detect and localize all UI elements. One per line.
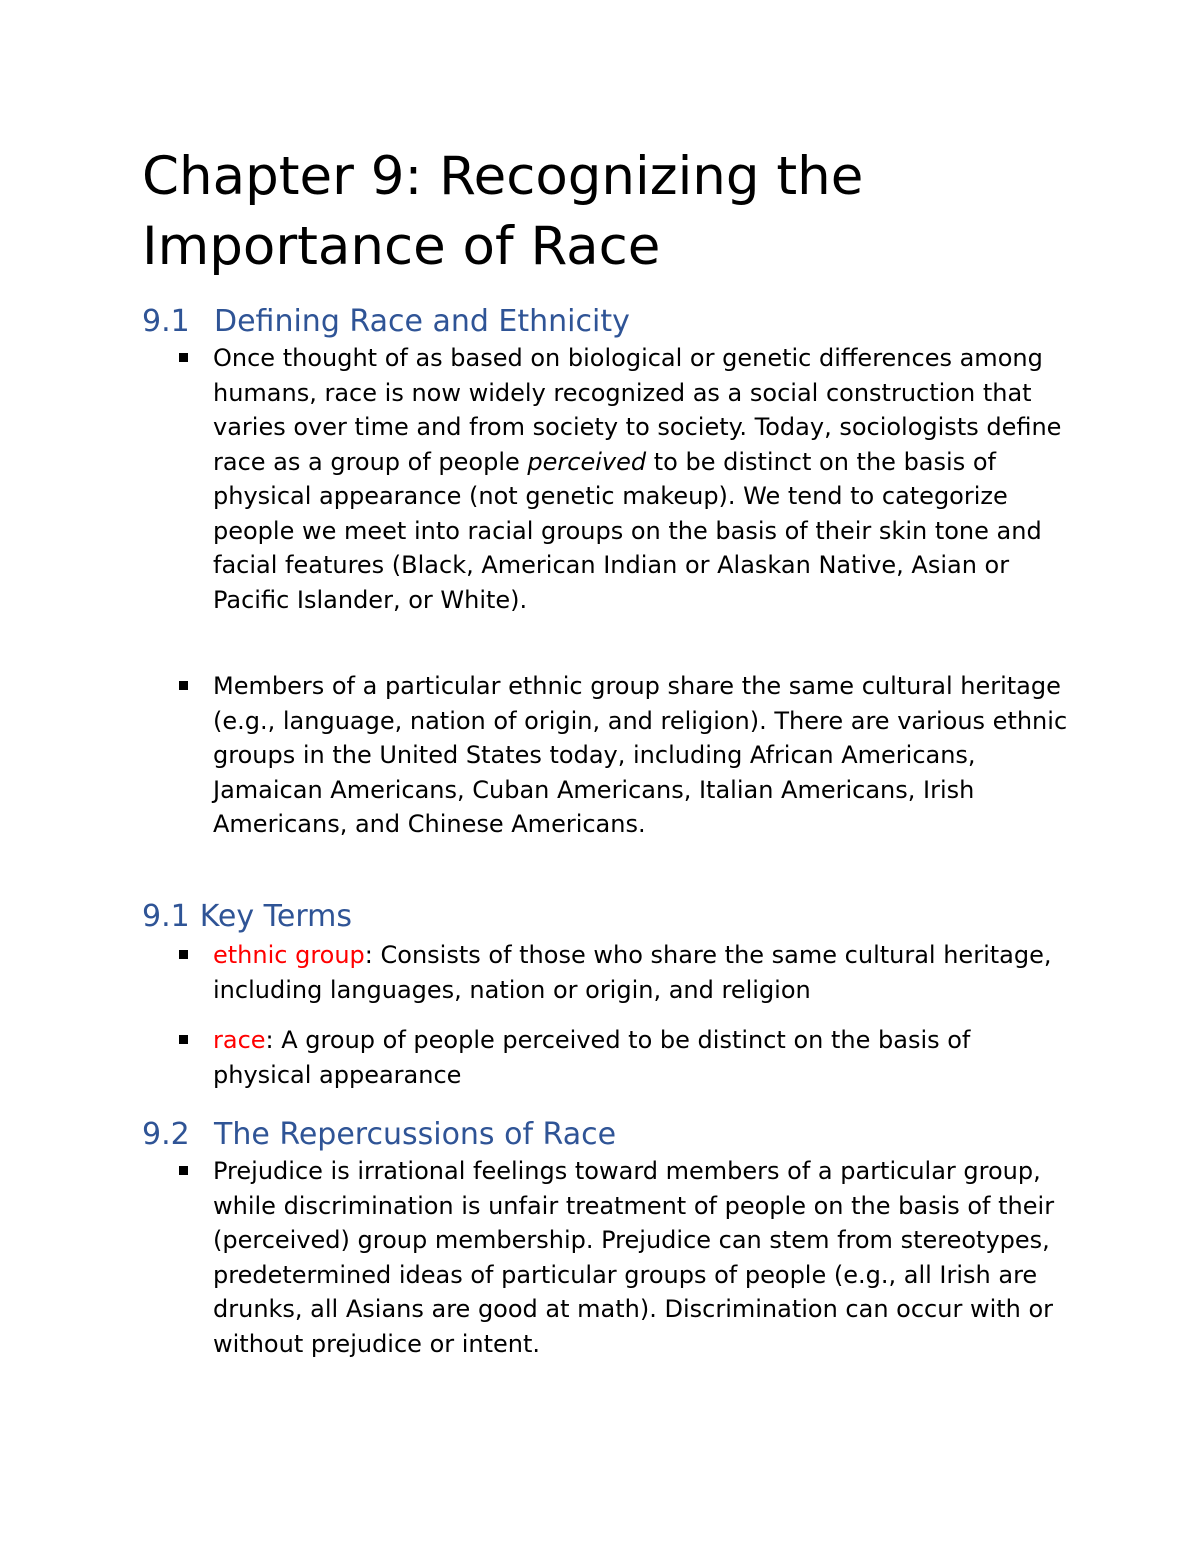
- list-item: [0, 938, 1073, 1007]
- section-title: The Repercussions of Race: [214, 1117, 617, 1152]
- key-term-definition: : A group of people perceived to be distinct on the basis of physical appearance: [213, 1026, 971, 1089]
- section-heading-repercussions: [142, 1115, 616, 1155]
- item-emphasis: perceived: [527, 447, 647, 476]
- square-bullet-icon: [179, 681, 188, 690]
- section-heading-key-terms: [142, 897, 352, 937]
- square-bullet-icon: [179, 1035, 188, 1044]
- square-bullet-icon: [179, 1166, 188, 1175]
- item-text-before: Once thought of as based on biological or genetic differences among humans, race is now widely recognized as a social construction that varies over time and from society to society. Today, sociologists define race as a group of people: [213, 344, 1062, 476]
- square-bullet-icon: [179, 353, 188, 362]
- bullet-list-repercussions: [0, 1154, 1073, 1361]
- section-title: Defining Race and Ethnicity: [214, 304, 630, 339]
- list-item: [0, 1023, 1073, 1092]
- section-title: Key Terms: [199, 899, 352, 934]
- key-term: ethnic group: [213, 941, 365, 969]
- section-number: 9.2: [142, 1117, 190, 1152]
- bullet-list-ethnic-group: [0, 669, 1073, 842]
- list-item: [0, 1154, 1073, 1361]
- list-item: [0, 341, 1073, 617]
- item-text: Members of a particular ethnic group share the same cultural heritage (e.g., language, nation of origin, and religion). There are various ethnic groups in the United States today, including African Americans, Jamaican Americans, Cuban Americans, Italian Americans, Irish Americans, and Chinese Americans.: [213, 672, 1068, 838]
- section-heading-defining-race: [142, 302, 630, 342]
- item-text-after: to be distinct on the basis of physical appearance (not genetic makeup). We tend to categorize people we meet into racial groups on the basis of their skin tone and facial features (Black, American Indian or Alaskan Native, Asian or Pacific Islander, or White).: [213, 447, 1042, 614]
- section-number: 9.1: [142, 304, 190, 339]
- key-terms-list-race: [0, 1023, 1073, 1092]
- item-text: Prejudice is irrational feelings toward members of a particular group, while discrimination is unfair treatment of people on the basis of their (perceived) group membership. Prejudice can stem from stereotypes, predetermined ideas of particular groups of people (e.g., all Irish are drunks, all Asians are good at math). Discrimination can occur with or without prejudice or intent.: [213, 1157, 1055, 1358]
- key-term: race: [213, 1026, 266, 1054]
- chapter-title: Chapter 9: Recognizing the Importance of Race: [142, 146, 864, 277]
- section-number: 9.1: [142, 899, 190, 934]
- bullet-list-defining-race: [0, 341, 1073, 617]
- key-term-definition: : Consists of those who share the same cultural heritage, including languages, nation or origin, and religion: [213, 941, 1052, 1004]
- key-terms-list-ethnic-group: [0, 938, 1073, 1007]
- list-item: [0, 669, 1073, 842]
- square-bullet-icon: [179, 950, 188, 959]
